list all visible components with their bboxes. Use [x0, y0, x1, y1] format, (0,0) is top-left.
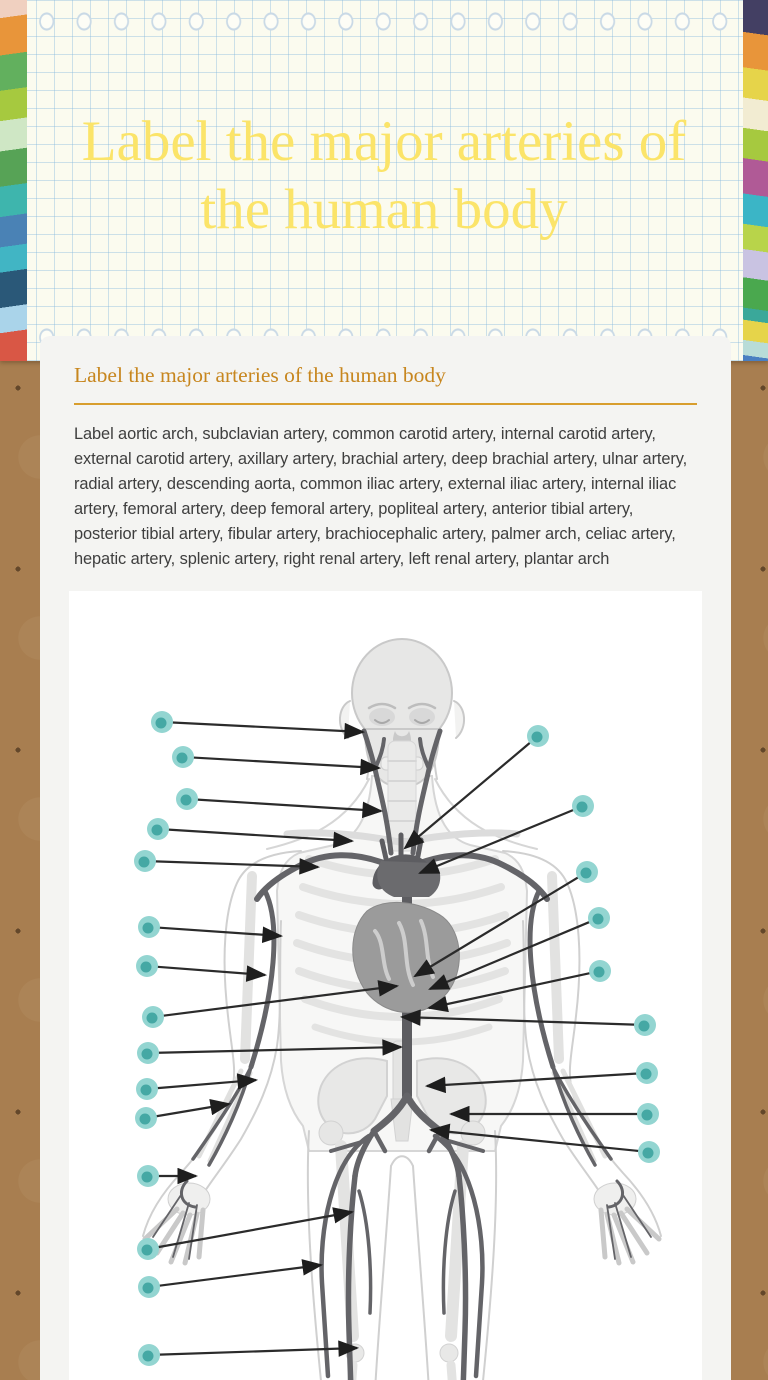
instructions-text: Label aortic arch, subclavian artery, common carotid artery, internal carotid artery, external carotid artery, axillary artery, brachial artery, deep brachial artery, ulnar artery, radial artery, descending aorta, common iliac artery, external iliac artery, internal iliac artery, femoral artery, deep femoral artery, popliteal artery, anterior tibial artery, posterior tibial artery, fibular artery, brachiocephalic artery, palmer arch, celiac artery, hepatic artery, splenic artery, right renal artery, left renal artery, plantar arch: [74, 425, 688, 568]
label-marker-dot: [143, 923, 154, 934]
label-marker-dot: [139, 857, 150, 868]
washi-tape-stripe-right: [743, 0, 768, 361]
label-marker-dot: [594, 967, 605, 978]
label-marker-dot: [143, 1351, 154, 1362]
notebook-paper-header: [0, 0, 768, 361]
label-arrow: [193, 758, 379, 768]
label-marker-dot: [532, 732, 543, 743]
label-marker-dot: [593, 914, 604, 925]
label-marker-dot: [177, 753, 188, 764]
heading-divider: [74, 403, 697, 405]
label-marker[interactable]: [138, 916, 281, 938]
label-marker-dot: [156, 718, 167, 729]
label-marker-dot: [581, 868, 592, 879]
label-marker-dot: [577, 802, 588, 813]
diagram-container: [69, 591, 702, 1380]
worksheet-card: [40, 336, 731, 1380]
label-marker-dot: [142, 1245, 153, 1256]
label-marker-dot: [142, 1172, 153, 1183]
worksheet-title: Label the major arteries of the human body: [81, 110, 687, 241]
label-marker-dot: [643, 1148, 654, 1159]
label-arrow: [159, 928, 281, 936]
anatomy-diagram: [69, 591, 702, 1380]
label-marker[interactable]: [151, 711, 363, 733]
label-marker-dot: [141, 1085, 152, 1096]
label-marker-dot: [639, 1021, 650, 1032]
label-marker-dot: [142, 1049, 153, 1060]
label-marker[interactable]: [172, 746, 379, 768]
label-arrow: [159, 1265, 321, 1286]
perforation-holes-top: [28, 8, 740, 35]
label-marker-dot: [143, 1283, 154, 1294]
label-marker-dot: [642, 1110, 653, 1121]
label-marker[interactable]: [138, 1265, 321, 1298]
label-marker-dot: [181, 795, 192, 806]
label-marker-dot: [140, 1114, 151, 1125]
label-marker-dot: [641, 1069, 652, 1080]
label-marker-dot: [152, 825, 163, 836]
section-heading: Label the major arteries of the human body: [74, 363, 446, 387]
label-arrow: [172, 723, 363, 732]
washi-tape-stripe-left: [0, 0, 27, 361]
label-marker-dot: [141, 962, 152, 973]
label-marker-dot: [147, 1013, 158, 1024]
